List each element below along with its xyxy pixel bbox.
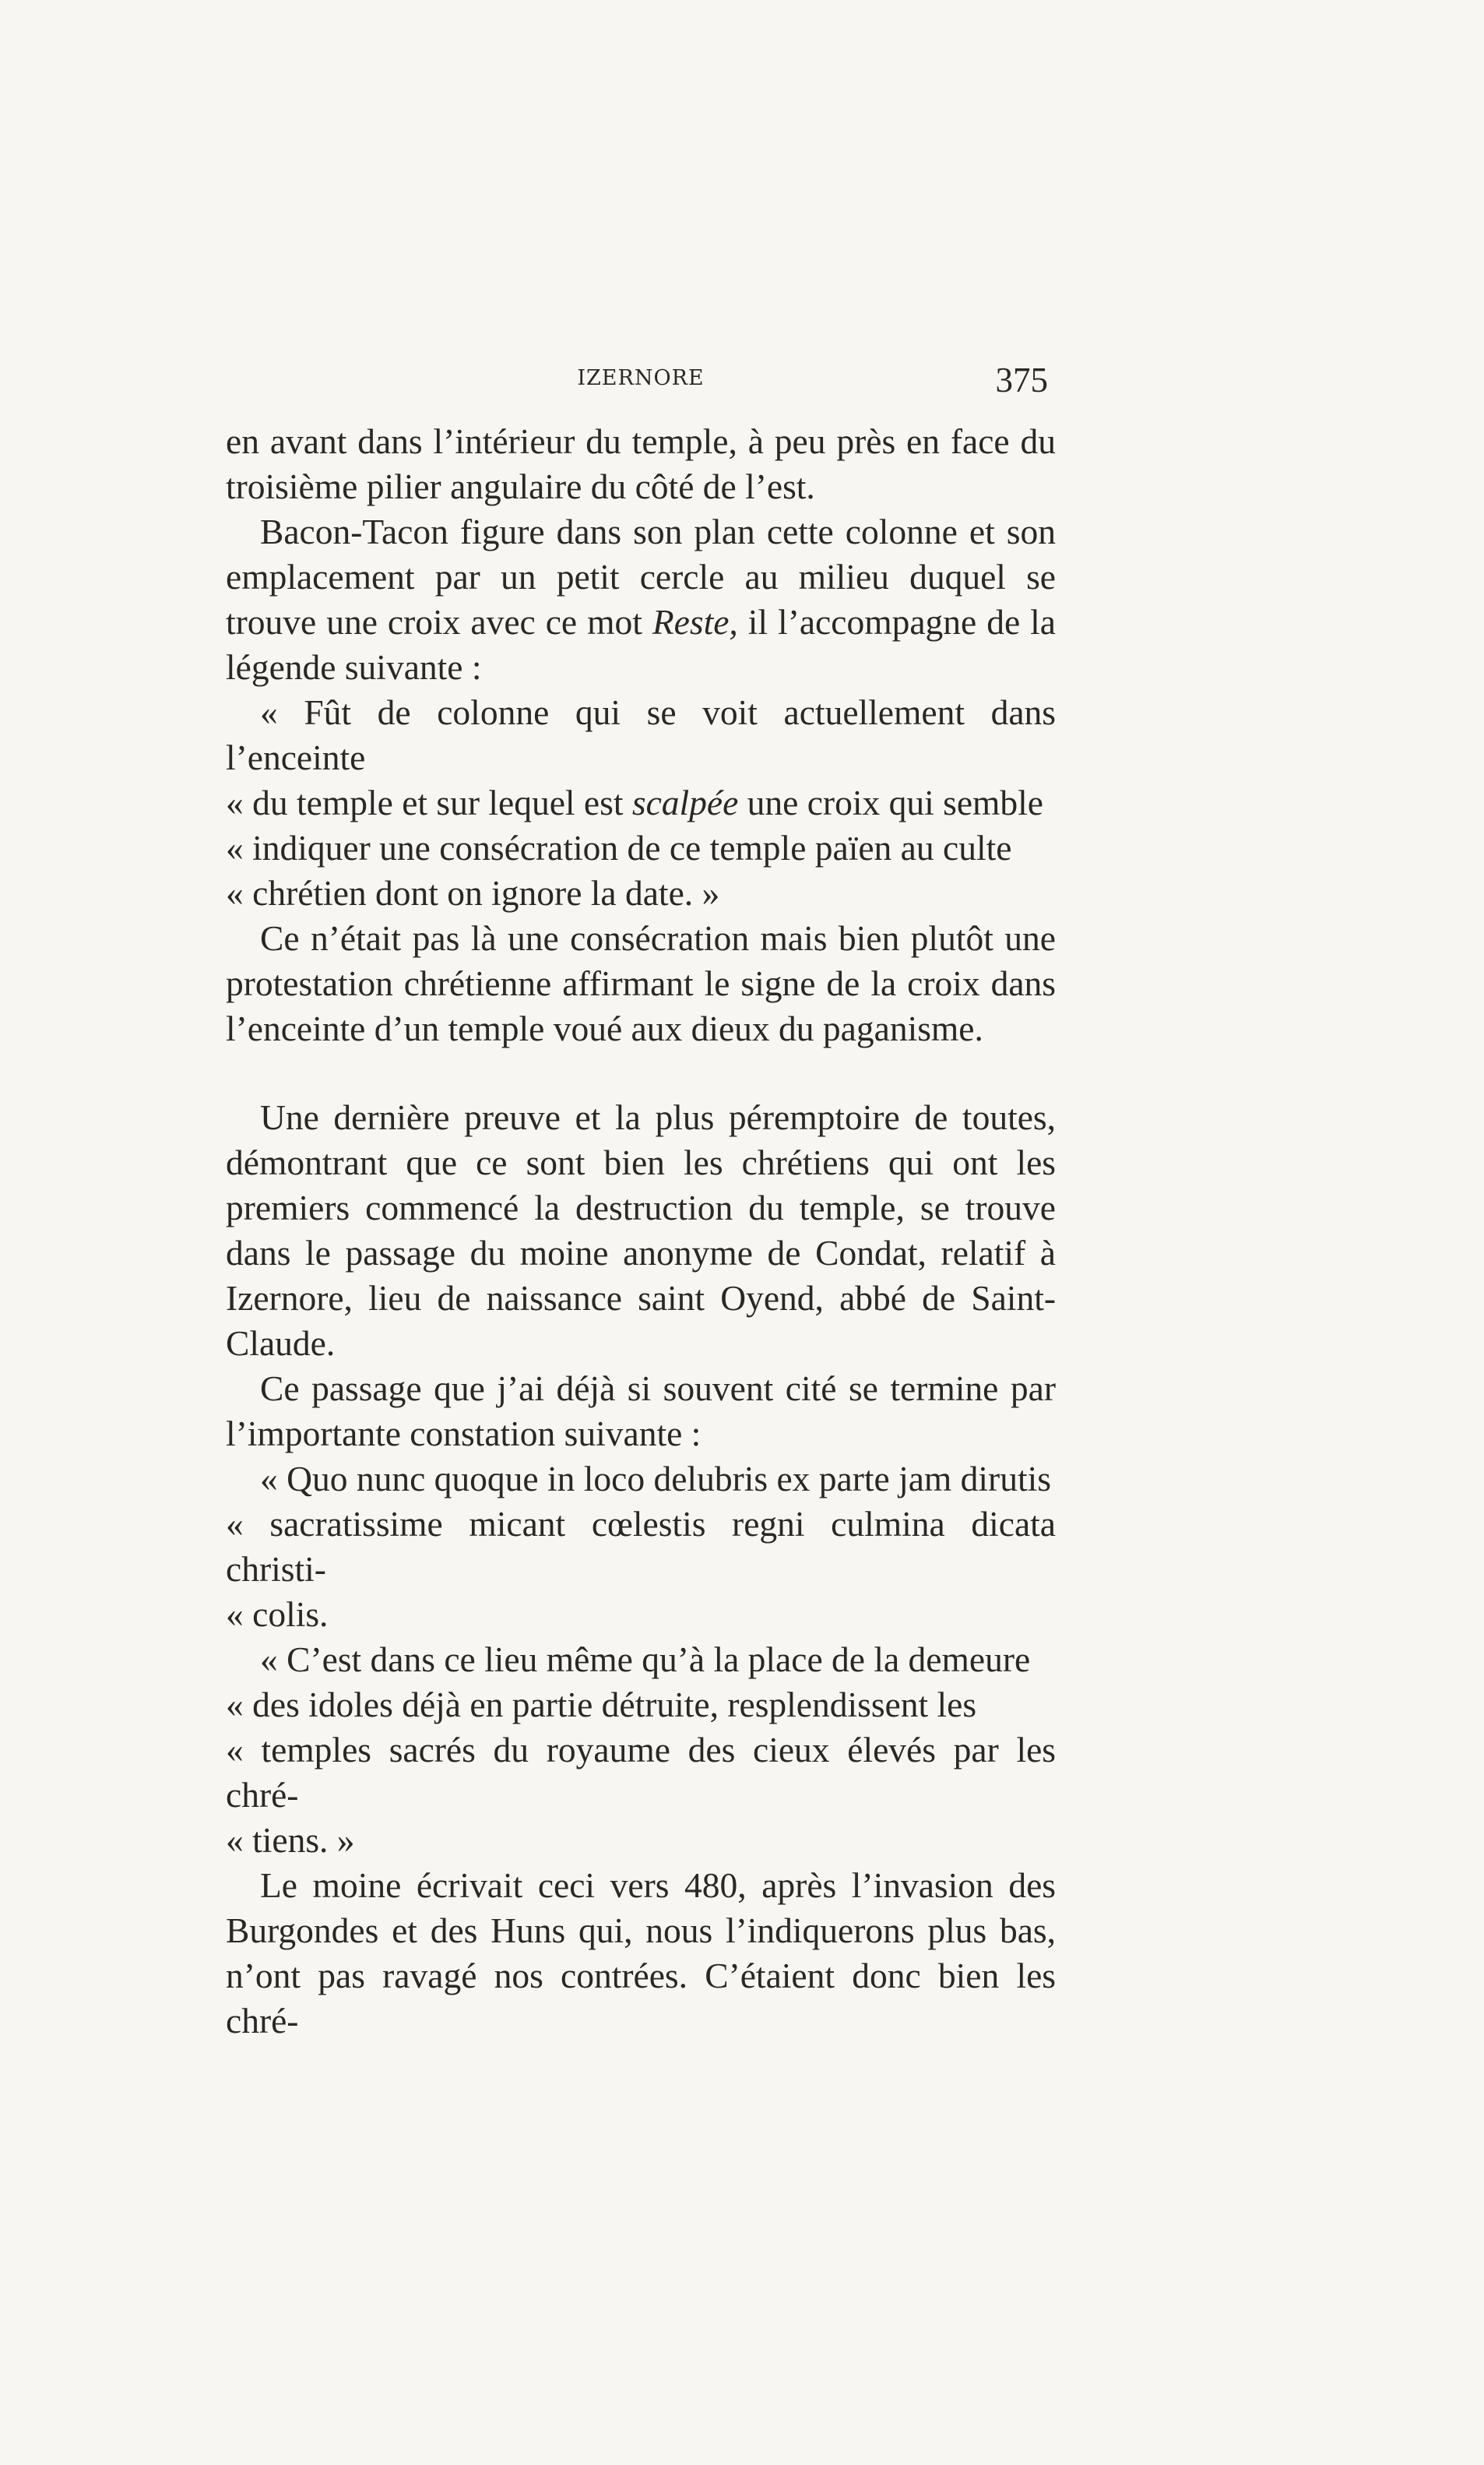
quotation-2-line-3: « colis. [226, 1594, 329, 1634]
paragraph-3: Ce n’était pas là une consécration mais bien plutôt une protestation chrétienne affirmant le signe de la croix dans l’enceinte d’un temple voué aux dieux du paganisme. [226, 918, 1056, 1048]
quotation-3-line-1: « C’est dans ce lieu même qu’à la place de la demeure [260, 1639, 1031, 1679]
section-gap [226, 1051, 1056, 1095]
quotation-1-line-2-text-b: une croix qui semble [738, 783, 1044, 822]
paragraph-6: Le moine écrivait ceci vers 480, après l’invasion des Burgondes et des Huns qui, nous l’indiquerons plus bas, n’ont pas ravagé nos contrées. C’étaient donc bien les chré- [226, 1865, 1056, 2041]
body-text [226, 419, 1056, 2044]
quotation-2-line-1: « Quo nunc quoque in loco delubris ex parte jam dirutis [260, 1459, 1051, 1498]
running-head [226, 360, 1056, 407]
quotation-3-line-3: « temples sacrés du royaume des cieux élevés par les chré- [226, 1730, 1056, 1815]
quotation-1-line-1: « Fût de colonne qui se voit actuellement dans l’enceinte [226, 692, 1056, 777]
paragraph-2 [226, 509, 1056, 690]
running-title: IZERNORE [577, 366, 705, 390]
paragraph-2-italic: Reste, [652, 602, 738, 642]
quotation-1-line-4: « chrétien dont on ignore la date. » [226, 873, 720, 913]
paragraph-1: en avant dans l’intérieur du temple, à peu près en face du troisième pilier angulaire du côté de l’est. [226, 421, 1056, 506]
paragraph-4: Une dernière preuve et la plus péremptoire de toutes, démontrant que ce sont bien les chrétiens qui ont les premiers commencé la destruction du temple, se trouve dans le passage du moine anonyme de Condat, relatif à Izernore, lieu de naissance saint Oyend, abbé de Saint-Claude. [226, 1097, 1056, 1363]
page-number: 375 [995, 361, 1048, 400]
quotation-3 [226, 1637, 1056, 1863]
quotation-3-line-4: « tiens. » [226, 1820, 355, 1860]
quotation-3-line-2: « des idoles déjà en partie détruite, resplendissent les [226, 1685, 977, 1724]
quotation-1-line-2 [226, 780, 1056, 826]
quotation-1-italic: scalpée [631, 783, 739, 822]
paragraph-2-text-a: Bacon-Tacon figure dans son plan cette colonne et son emplacement par un petit cercle au milieu duquel se trouve une croix avec ce mot [226, 512, 1056, 642]
paragraph-2-text-b: il l’accompagne de la légende suivante : [226, 602, 1056, 687]
quotation-1-line-3: « indiquer une consécration de ce temple païen au culte [226, 828, 1012, 868]
quotation-2-line-2: « sacratissime micant cœlestis regni culmina dicata christi- [226, 1504, 1056, 1589]
quotation-1 [226, 690, 1056, 916]
quotation-2 [226, 1456, 1056, 1637]
paragraph-5: Ce passage que j’ai déjà si souvent cité se termine par l’importante constation suivante : [226, 1368, 1056, 1453]
quotation-1-line-2-text-a: « du temple et sur lequel est [226, 783, 632, 822]
